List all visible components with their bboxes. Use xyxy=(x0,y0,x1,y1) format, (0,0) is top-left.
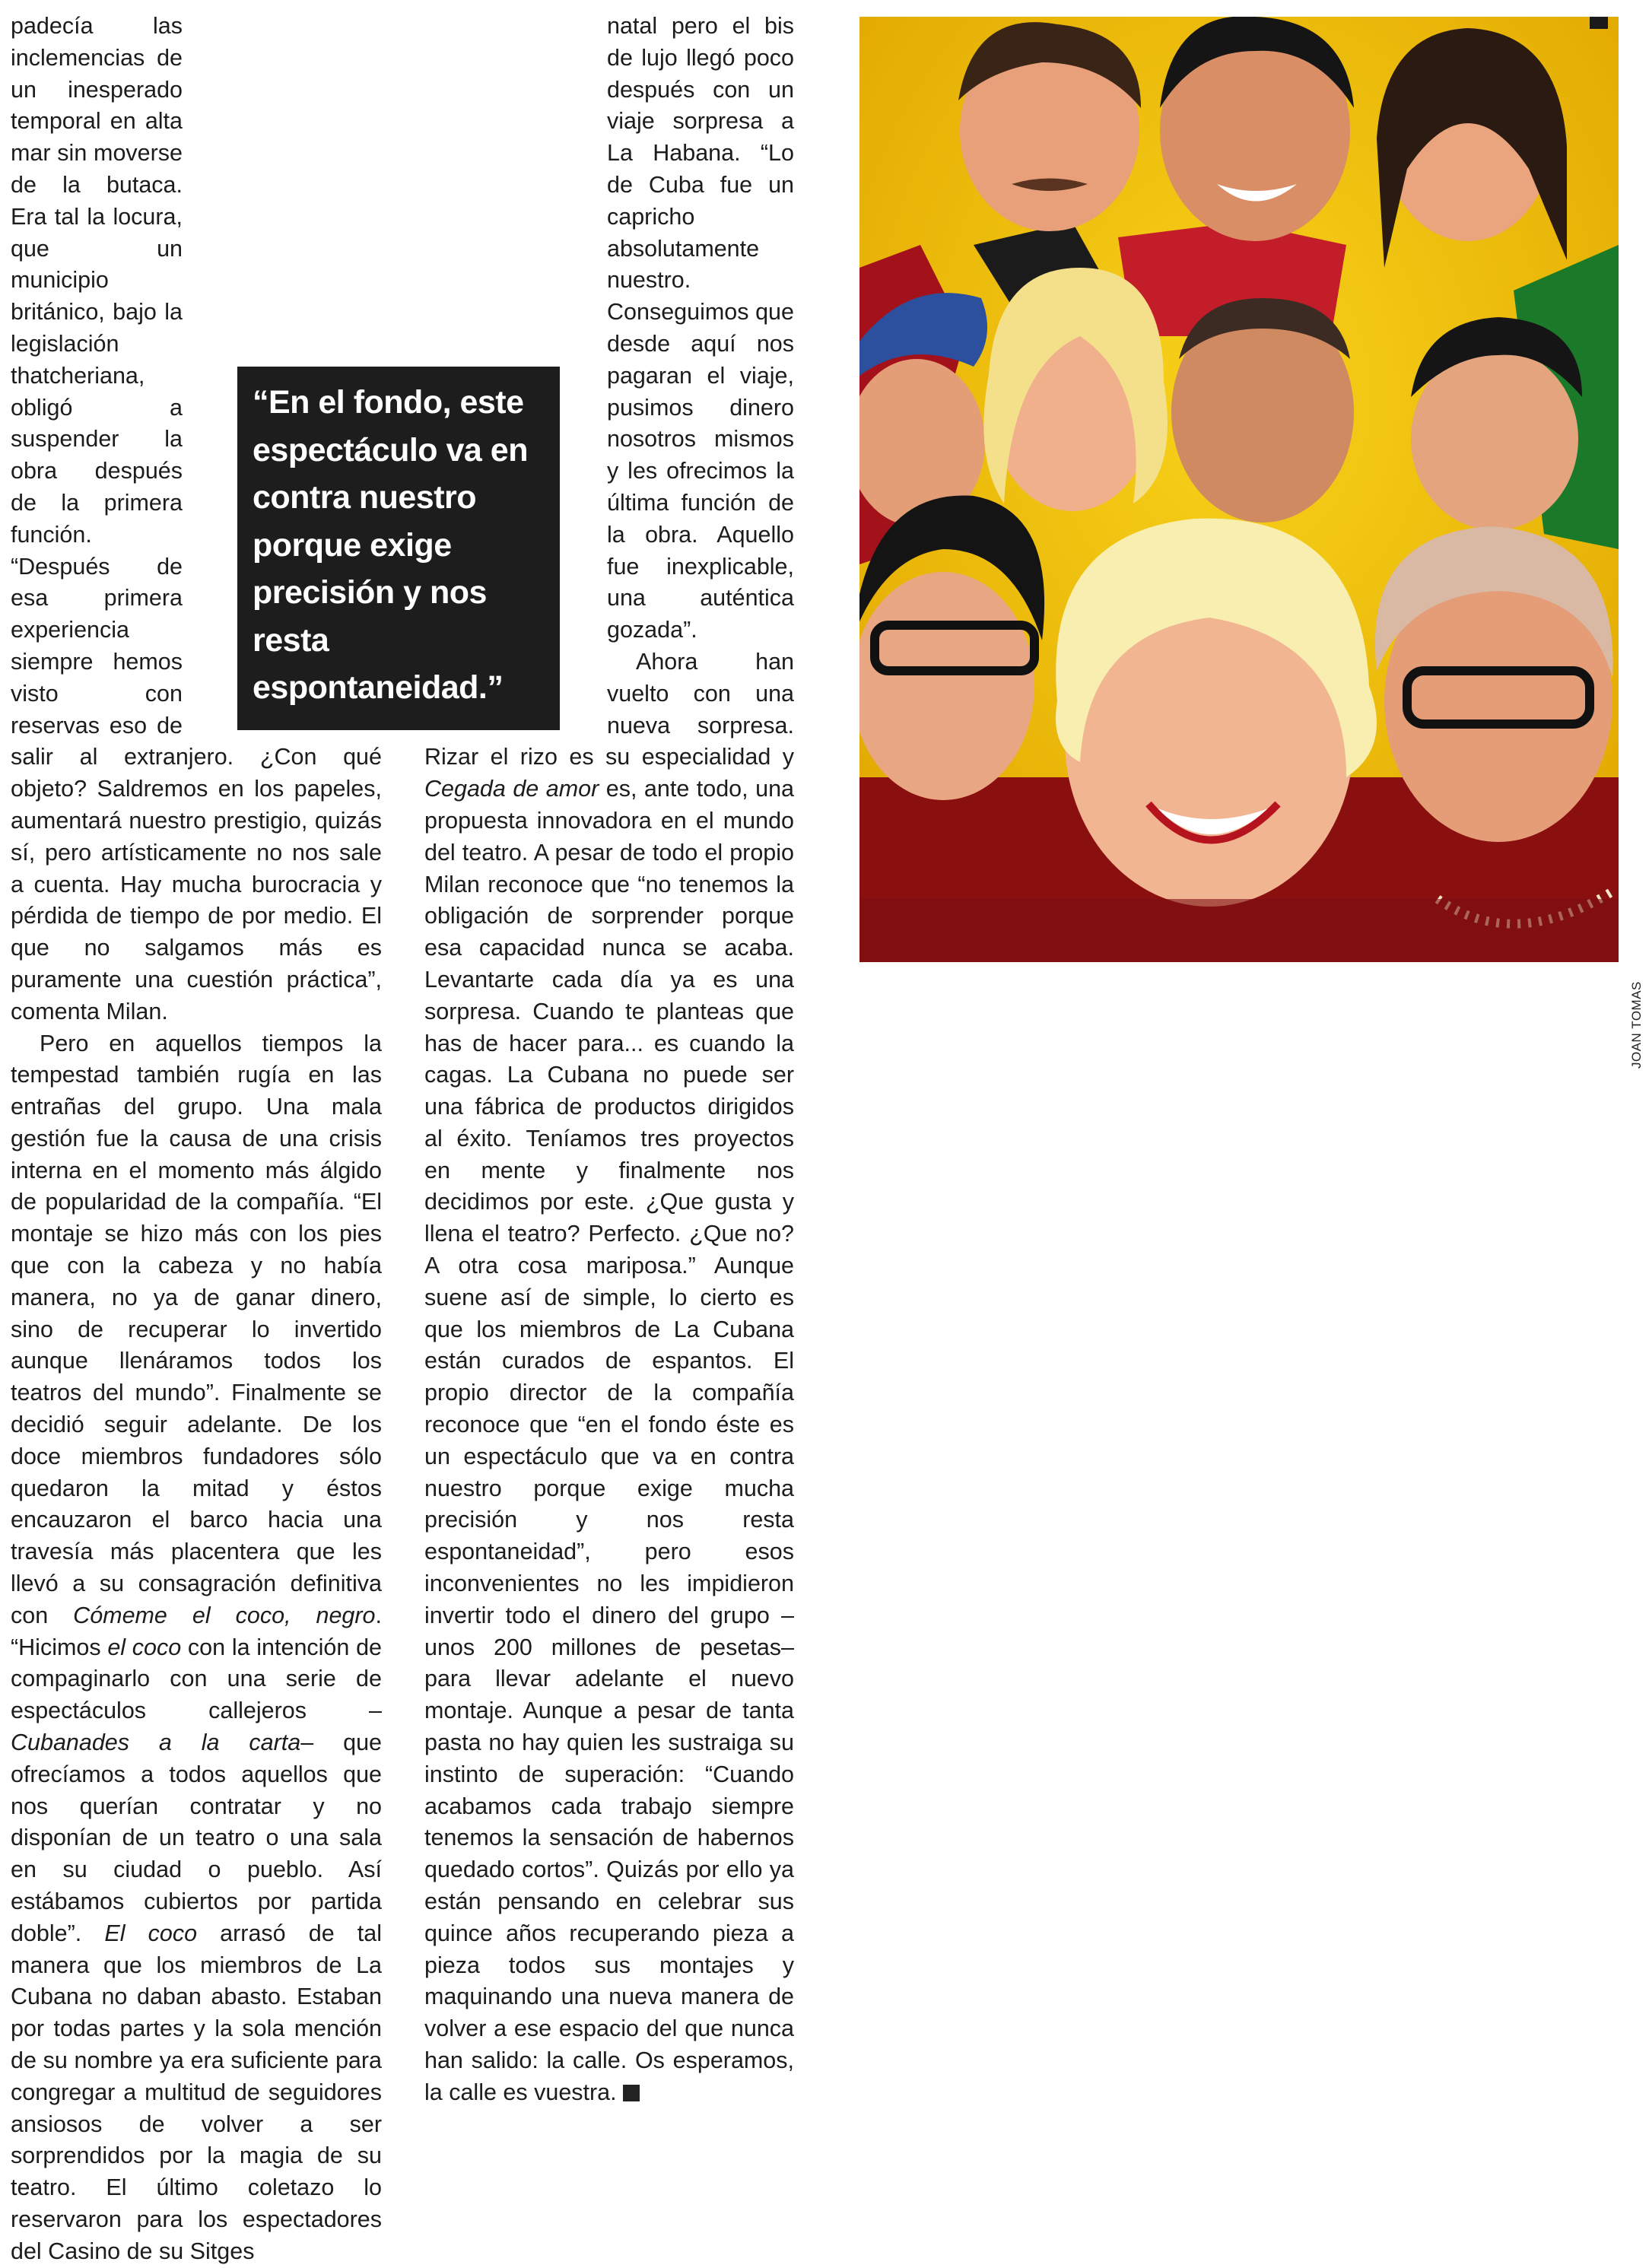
paragraph-4-text-a: Ahora han vuelto con una nueva sorpresa. Rizar el rizo es su especialidad y xyxy=(424,648,794,770)
paragraph-2-text-c: con la intención de compaginarlo con una serie de espectáculos callejeros – xyxy=(11,1634,383,1724)
paragraph-4-text-b: es, ante todo, una propuesta innovadora en el mundo del teatro. A pesar de todo el propio Milan reconoce que “no tenemos la obligación de sorprender porque esa capacidad nunca se acaba. Levantarte cada día ya es una sorpresa. Cuando te planteas que has de hacer para... es cuando la cagas. La Cubana no puede ser una fábrica de productos dirigidos al éxito. Teníamos tres proyectos en mente y finalmente nos decidimos por este. ¿Que gusta y llena el teatro? Perfecto. ¿Que no? A otra cosa mariposa.” Aunque suene así de simple, lo cierto es que los miembros de La Cubana están curados de espantos. El propio director de la compañía reconoce que “en el fondo éste es un espectáculo que va en contra nuestro porque exige mucha precisión y nos resta espontaneidad”, pero esos inconvenientes no les impidieron invertir todo el dinero del grupo –unos 200 millones de pesetas– para llevar adelante el nuevo montaje. Aunque a pesar de tanta pasta no hay quien les sustraiga su instinto de superación: “Cuando acabamos cada trabajo siempre tenemos la sensación de habernos quedado cortos”. Quizás por ello ya están pensando en celebrar sus quince años recuperando pieza a pieza todos sus montajes y maquinando una nueva manera de volver a ese espacio del que nunca han salido: la calle. Os esperamos, la calle es vuestra. xyxy=(424,776,795,2105)
article-column-left xyxy=(11,11,382,2268)
title-cubanades: Cubanades a la carta xyxy=(11,1730,301,1756)
paragraph-2-text-d: – que ofrecíamos a todos aquellos que nos querían contratar y no disponían de un teatro o una sala en su ciudad o pueblo. Así estábamos cubiertos por partida doble”. xyxy=(11,1730,382,1946)
paragraph-2-text-b: . “Hicimos xyxy=(11,1602,382,1660)
group-photo xyxy=(859,17,1619,962)
paragraph-2-text-e: arrasó de tal manera que los miembros de La Cubana no daban abasto. Estaban por todas partes y la sola mención de su nombre ya era suficiente para congregar a multitud de seguidores ansiosos de volver a ser sorprendidos por la magia de su teatro. El último coletazo lo reservaron para los espectadores del Casino de su Sitges xyxy=(11,1920,382,2264)
title-el-coco: el coco xyxy=(107,1634,182,1660)
paragraph-2-text-a: Pero en aquellos tiempos la tempestad también rugía en las entrañas del grupo. Una mala gestión fue la causa de una crisis interna en el momento más álgido de popularidad de la compañía. “El montaje se hizo más con los pies que con la cabeza y no había manera, no ya de ganar dinero, sino de recuperar lo invertido aunque llenáramos todos los teatros del mundo”. Finalmente se decidió seguir adelante. De los doce miembros fundadores sólo quedaron la mitad y éstos encauzaron el barco hacia una travesía más placentera que les llevó a su consagración definitiva con xyxy=(11,1030,382,1628)
title-comeme-el-coco: Cómeme el coco, negro xyxy=(73,1602,376,1628)
title-el-coco-2: El coco xyxy=(104,1920,198,1946)
group-photo-illustration xyxy=(859,17,1619,962)
title-cegada-de-amor: Cegada de amor xyxy=(424,776,599,802)
photo-credit: JOAN TOMAS xyxy=(1629,981,1644,1069)
paragraph-3-text: natal pero el bis de lujo llegó poco después con un viaje sorpresa a La Habana. “Lo de Cuba fue un capricho absolutamente nuestro. Conseguimos que desde aquí nos pagaran el viaje, pusimos dinero nosotros mismos y les ofrecimos la última función de la obra. Aquello fue inexplicable, una auténtica gozada”. xyxy=(607,13,794,643)
article-column-right xyxy=(424,11,794,2109)
end-of-article-mark xyxy=(623,2085,640,2101)
paragraph-2 xyxy=(11,1028,382,2268)
pullquote-box xyxy=(237,367,560,730)
paragraph-1-text: padecía las inclemencias de un inesperado temporal en alta mar sin moverse de la butaca. Era tal la locura, que un municipio británico, bajo la legislación thatcheriana, obligó a suspender la obra después de la primera función. “Después de esa primera experiencia siempre hemos visto con reservas eso de salir al extranjero. ¿Con qué objeto? Saldremos en los papeles, aumentará nuestro prestigio, quizás sí, pero artísticamente no nos sale a cuenta. Hay mucha burocracia y pérdida de tiempo de por medio. El que no salgamos más es puramente una cuestión práctica”, comenta Milan. xyxy=(11,13,382,1024)
paragraph-4 xyxy=(424,646,794,2109)
pullquote-text: “En el fondo, este espectáculo va en contra nuestro porque exige precisión y nos resta espontaneidad.” xyxy=(253,384,528,706)
corner-marker xyxy=(1590,17,1608,29)
